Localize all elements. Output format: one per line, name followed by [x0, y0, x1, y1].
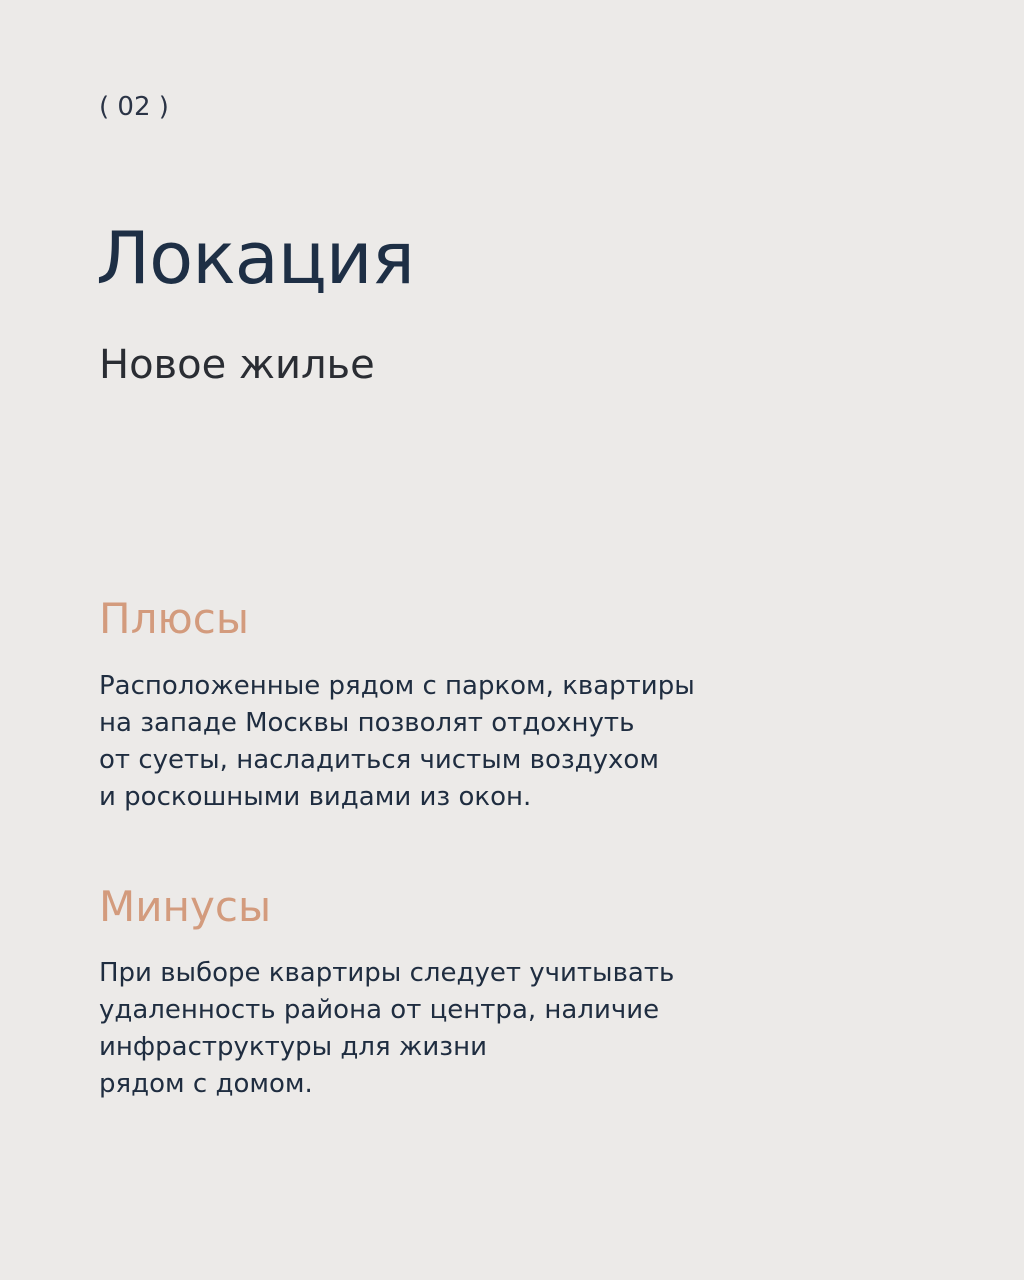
pros-text-line: Расположенные рядом с парком, квартиры — [99, 671, 695, 701]
cons-text-line: удаленность района от центра, наличие — [99, 995, 660, 1025]
page-title: Локация — [96, 216, 414, 300]
cons-text-line: рядом с домом. — [99, 1069, 313, 1099]
page-number: ( 02 ) — [99, 92, 169, 122]
pros-text — [99, 668, 979, 816]
cons-heading: Минусы — [99, 882, 272, 931]
pros-text-line: от суеты, насладиться чистым воздухом — [99, 745, 659, 775]
pros-text-line: на западе Москвы позволят отдохнуть — [99, 708, 635, 738]
pros-text-line: и роскошными видами из окон. — [99, 782, 532, 812]
page-subtitle: Новое жилье — [99, 342, 375, 388]
cons-text-line: инфраструктуры для жизни — [99, 1032, 487, 1062]
cons-text-line: При выборе квартиры следует учитывать — [99, 958, 675, 988]
pros-heading: Плюсы — [99, 594, 250, 643]
cons-text — [99, 955, 979, 1103]
